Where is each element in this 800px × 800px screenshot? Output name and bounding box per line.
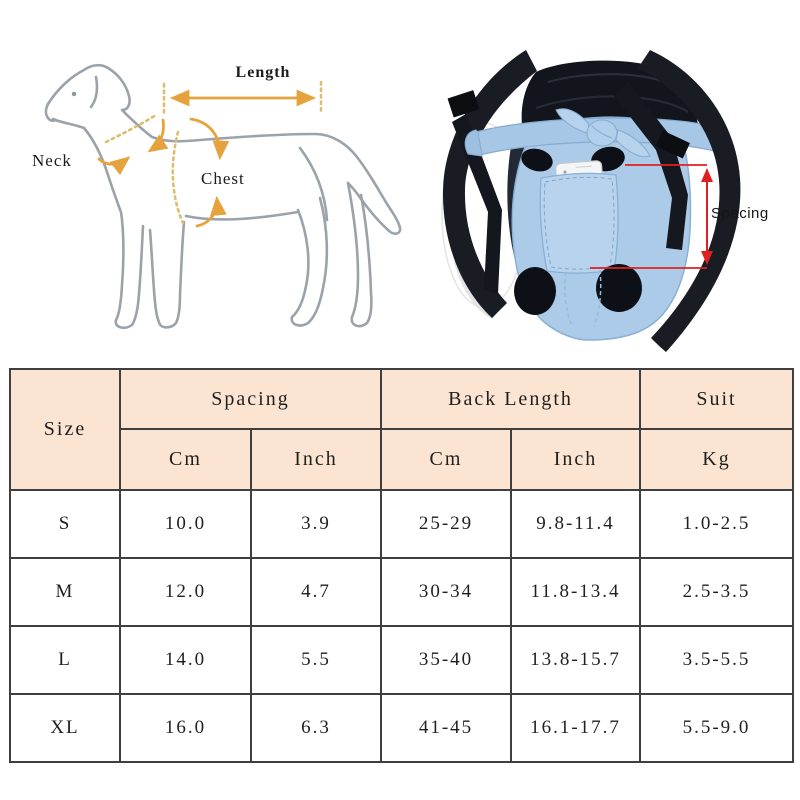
neck-label: Neck: [32, 151, 72, 170]
cell-back-inch: 16.1-17.7: [511, 694, 640, 762]
spacing-label: Spacing: [711, 205, 769, 222]
cell-spacing-cm: 14.0: [120, 626, 251, 694]
table-row-l: [10, 626, 793, 694]
cell-back-inch: 11.8-13.4: [511, 558, 640, 626]
cell-suit-kg: 2.5-3.5: [640, 558, 793, 626]
chest-label: Chest: [201, 169, 245, 188]
cell-spacing-inch: 3.9: [251, 490, 381, 558]
col-header-suit: Suit: [640, 369, 793, 429]
chest-arrow-upper: [191, 119, 220, 156]
cell-back-cm: 35-40: [381, 626, 511, 694]
unit-header-spacing-inch: Inch: [251, 429, 381, 490]
cell-size: M: [10, 558, 120, 626]
table-row-m: [10, 558, 793, 626]
cell-spacing-inch: 5.5: [251, 626, 381, 694]
cell-back-cm: 30-34: [381, 558, 511, 626]
chest-arrow-lower: [197, 200, 217, 226]
cell-back-cm: 25-29: [381, 490, 511, 558]
unit-header-back-inch: Inch: [511, 429, 640, 490]
cell-back-inch: 13.8-15.7: [511, 626, 640, 694]
cell-spacing-cm: 16.0: [120, 694, 251, 762]
measure-guides-dotted: [106, 82, 321, 223]
cell-suit-kg: 1.0-2.5: [640, 490, 793, 558]
table-row-xl: [10, 694, 793, 762]
leg-hole-left: [514, 267, 556, 315]
dog-measurement-diagram: [0, 20, 430, 360]
cell-spacing-inch: 4.7: [251, 558, 381, 626]
cell-size: L: [10, 626, 120, 694]
cell-size: XL: [10, 694, 120, 762]
cell-suit-kg: 3.5-5.5: [640, 626, 793, 694]
col-header-size: Size: [10, 369, 120, 490]
col-header-back-length: Back Length: [381, 369, 640, 429]
neck-arrow-upper: [151, 120, 163, 150]
cell-spacing-cm: 10.0: [120, 490, 251, 558]
knot: [587, 120, 617, 146]
cell-spacing-cm: 12.0: [120, 558, 251, 626]
cell-suit-kg: 5.5-9.0: [640, 694, 793, 762]
unit-header-spacing-cm: Cm: [120, 429, 251, 490]
cell-back-cm: 41-45: [381, 694, 511, 762]
leg-hole-right: [596, 264, 642, 312]
cell-spacing-inch: 6.3: [251, 694, 381, 762]
cell-size: S: [10, 490, 120, 558]
backpack-product-photo: [420, 20, 800, 360]
chest-girth-dotted: [173, 132, 183, 223]
cell-back-inch: 9.8-11.4: [511, 490, 640, 558]
front-pocket: [540, 173, 618, 273]
unit-header-suit-kg: Kg: [640, 429, 793, 490]
col-header-spacing: Spacing: [120, 369, 381, 429]
size-table: [9, 368, 794, 763]
table-row-s: [10, 490, 793, 558]
length-label: Length: [235, 64, 291, 81]
dog-outline: [46, 65, 400, 328]
unit-header-back-cm: Cm: [381, 429, 511, 490]
